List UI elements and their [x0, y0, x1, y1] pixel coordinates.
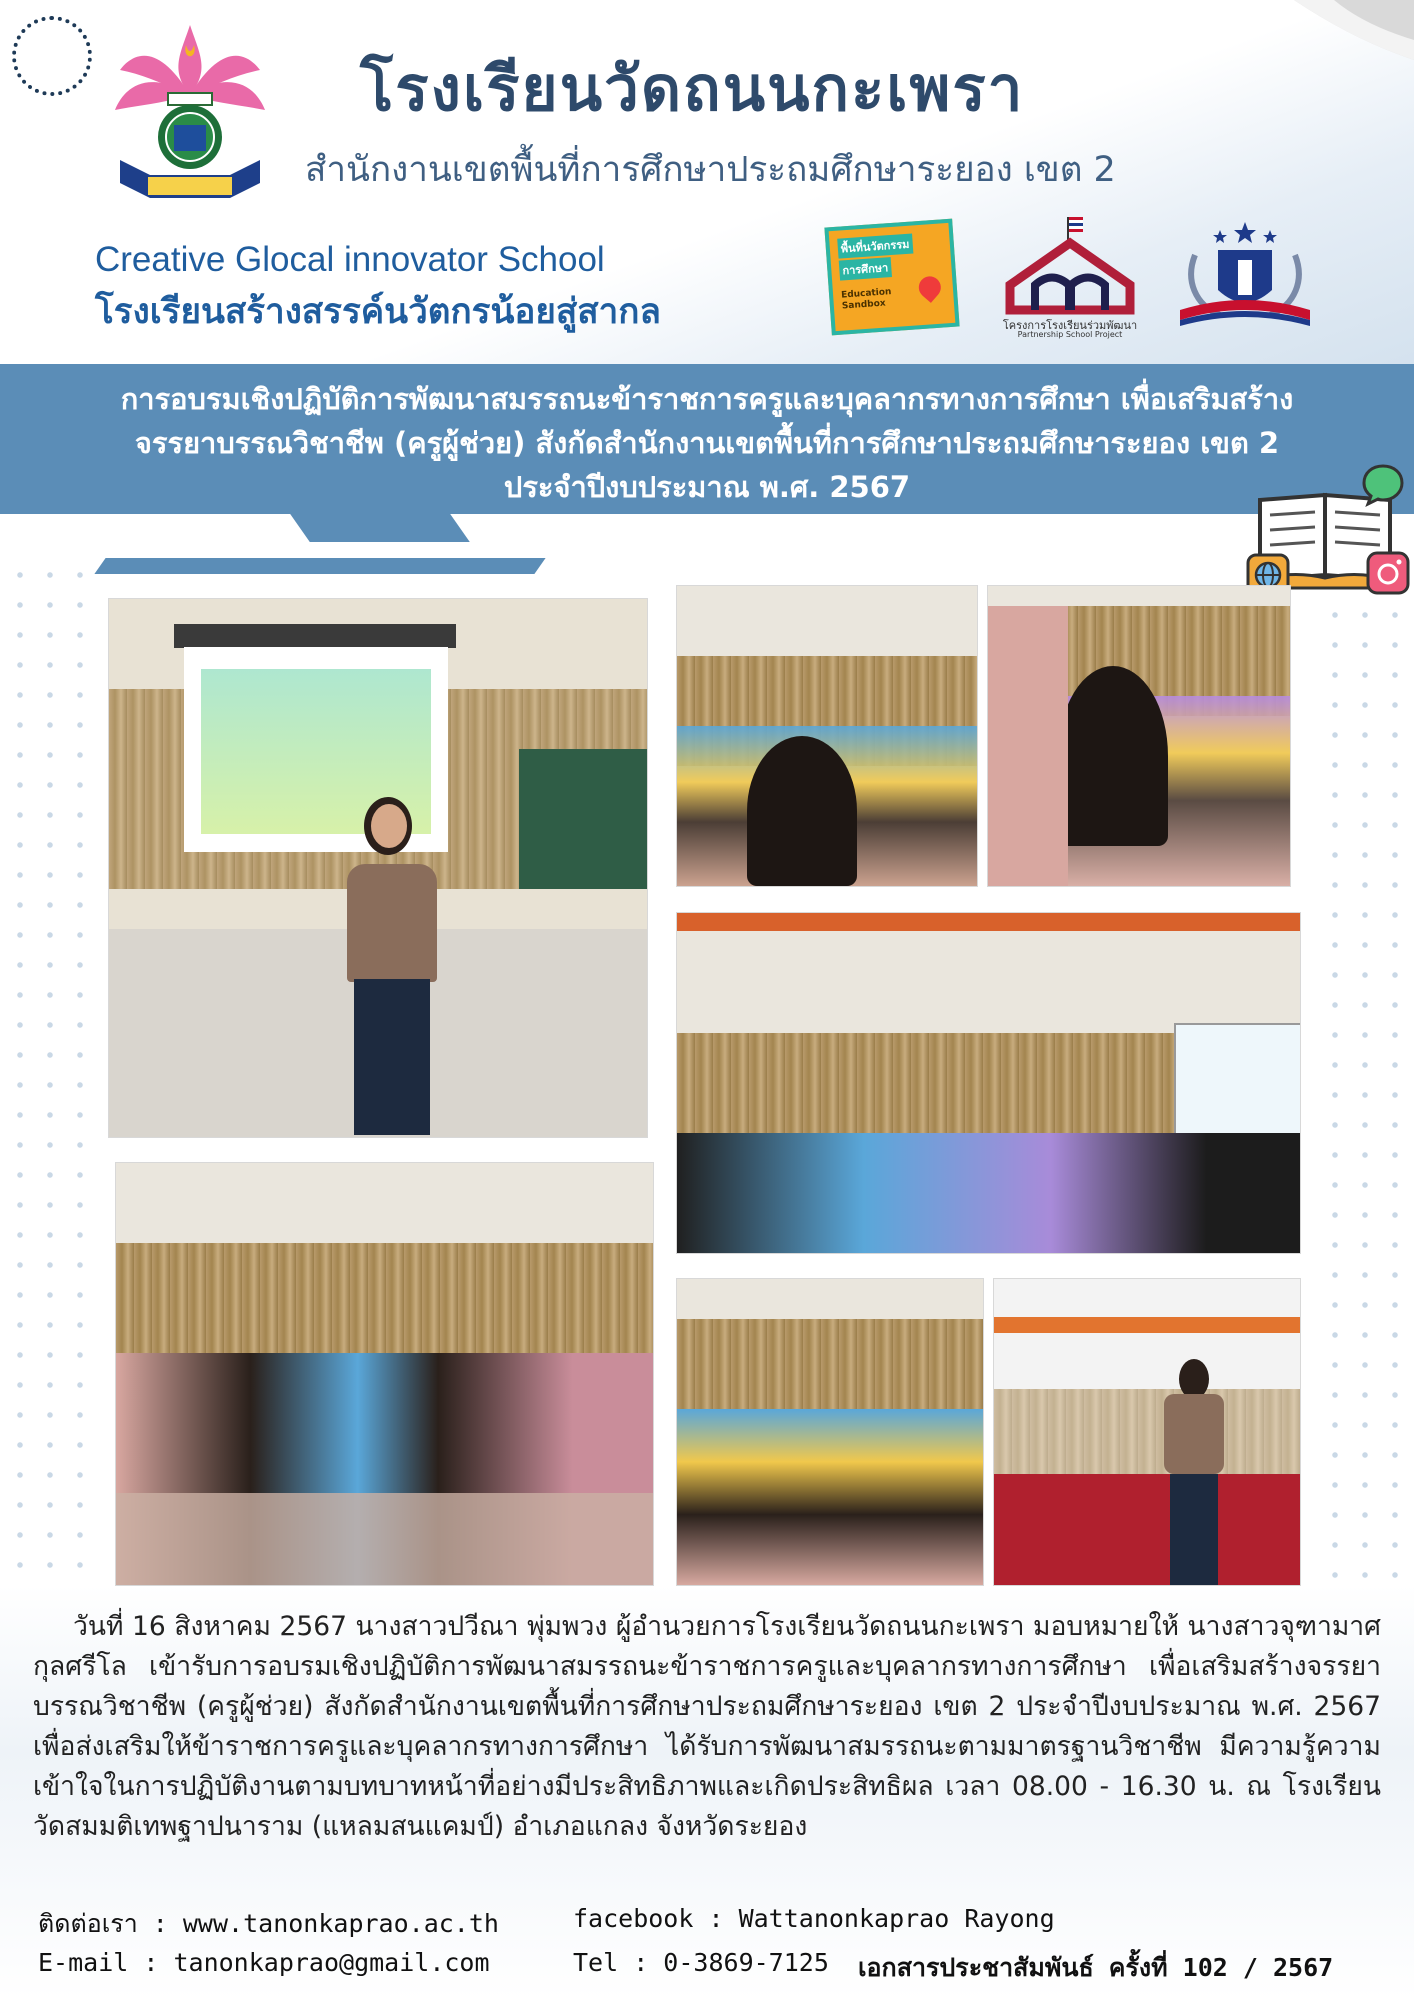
- dot-pattern-right: [1320, 600, 1405, 1580]
- decorative-circle-icon: [12, 16, 92, 96]
- photo-audience-1: [676, 585, 978, 887]
- photo-audience-3: [676, 1278, 984, 1586]
- footer-contact-website: ติดต่อเรา : www.tanonkaprao.ac.th: [38, 1909, 499, 1938]
- photo-teacher-in-hall: [993, 1278, 1301, 1586]
- news-body-text: วันที่ 16 สิงหาคม 2567 นางสาวปวีณา พุ่มพวง ผู้อำนวยการโรงเรียนวัดถนนกะเพรา มอบหมายให้ นางสาวจุฑามาศ กุลศรีโล เข้ารับการอบรมเชิงปฏิบัติการพัฒนาสมรรถนะข้าราชการครูและบุคลากรทางการศึกษา เพื่อเสริมสร้างจรรยาบรรณวิชาชีพ (ครูผู้ช่วย) สังกัดสำนักงานเขตพื้นที่การศึกษาประถมศึกษาระยอง เขต 2 ประจำปีงบประมาณ พ.ศ. 2567 เพื่อส่งเสริมให้ข้าราชการครูและบุคลากรทางการศึกษา ได้รับการพัฒนาสมรรถนะตามมาตรฐานวิชาชีพ มีความรู้ความเข้าใจในการปฏิบัติงานตามบทบาทหน้าที่อย่างมีประสิทธิภาพและเกิดประสิทธิผล เวลา 08.00 - 16.30 น. ณ โรงเรียนวัดสมมติเทพฐาปนาราม (แหลมสนแคมป์) อำเภอแกลง จังหวัดระยอง: [33, 1611, 1381, 1842]
- obec-emblem-logo: [1180, 220, 1310, 335]
- partnership-school-logo: [1005, 215, 1135, 315]
- footer-issue-number: เอกสารประชาสัมพันธ์ ครั้งที่ 102 / 2567: [858, 1953, 1334, 1982]
- partnership-caption-thai: โครงการโรงเรียนร่วมพัฒนา: [1002, 319, 1138, 332]
- education-office-subtitle: สำนักงานเขตพื้นที่การศึกษาประถมศึกษาระยอง เขต 2: [305, 150, 1116, 190]
- footer-email: E-mail : tanonkaprao@gmail.com: [38, 1948, 490, 1977]
- banner-title-line-3: ประจำปีงบประมาณ พ.ศ. 2567: [503, 470, 911, 504]
- dot-pattern-left: [5, 560, 85, 1570]
- tagline-english: Creative Glocal innovator School: [95, 240, 605, 279]
- banner-title-line-2: จรรยาบรรณวิชาชีพ (ครูผู้ช่วย) สังกัดสำนักงานเขตพื้นที่การศึกษาประถมศึกษาระยอง เขต 2: [134, 426, 1280, 460]
- education-sandbox-logo: [824, 219, 959, 336]
- photo-audience-2: [987, 585, 1291, 887]
- sandbox-logo-line3: Education Sandbox: [840, 287, 892, 312]
- news-body-paragraph: [33, 1607, 1381, 1847]
- chat-bubble-icon: [1360, 462, 1406, 508]
- camera-icon: [1365, 550, 1411, 596]
- banner-title-line-1: การอบรมเชิงปฏิบัติการพัฒนาสมรรถนะข้าราชการครูและบุคลากรทางการศึกษา เพื่อเสริมสร้าง: [120, 382, 1294, 416]
- partnership-caption-english: Partnership School Project: [1017, 330, 1123, 339]
- footer-telephone: Tel : 0-3869-7125: [573, 1948, 829, 1977]
- tagline-thai: โรงเรียนสร้างสรรค์นวัตกรน้อยสู่สากล: [95, 292, 661, 332]
- footer-facebook: facebook : Wattanonkaprao Rayong: [573, 1904, 1055, 1933]
- photo-audience-wide: [115, 1162, 654, 1586]
- banner-accent-slash: [290, 514, 470, 542]
- school-crest-logo: [110, 15, 270, 210]
- banner-accent-stripe: [94, 558, 545, 574]
- location-pin-icon: [914, 272, 945, 303]
- page-curl-decoration: [1294, 0, 1414, 60]
- event-title-banner: [0, 364, 1414, 514]
- photo-speaker-with-presentation: [676, 912, 1301, 1254]
- sandbox-logo-line1: พื้นที่นวัตกรรม: [837, 234, 913, 259]
- photo-teacher-with-projector: [108, 598, 648, 1138]
- school-name-title: โรงเรียนวัดถนนกะเพรา: [360, 52, 1025, 125]
- sandbox-logo-line2: การศึกษา: [839, 257, 892, 281]
